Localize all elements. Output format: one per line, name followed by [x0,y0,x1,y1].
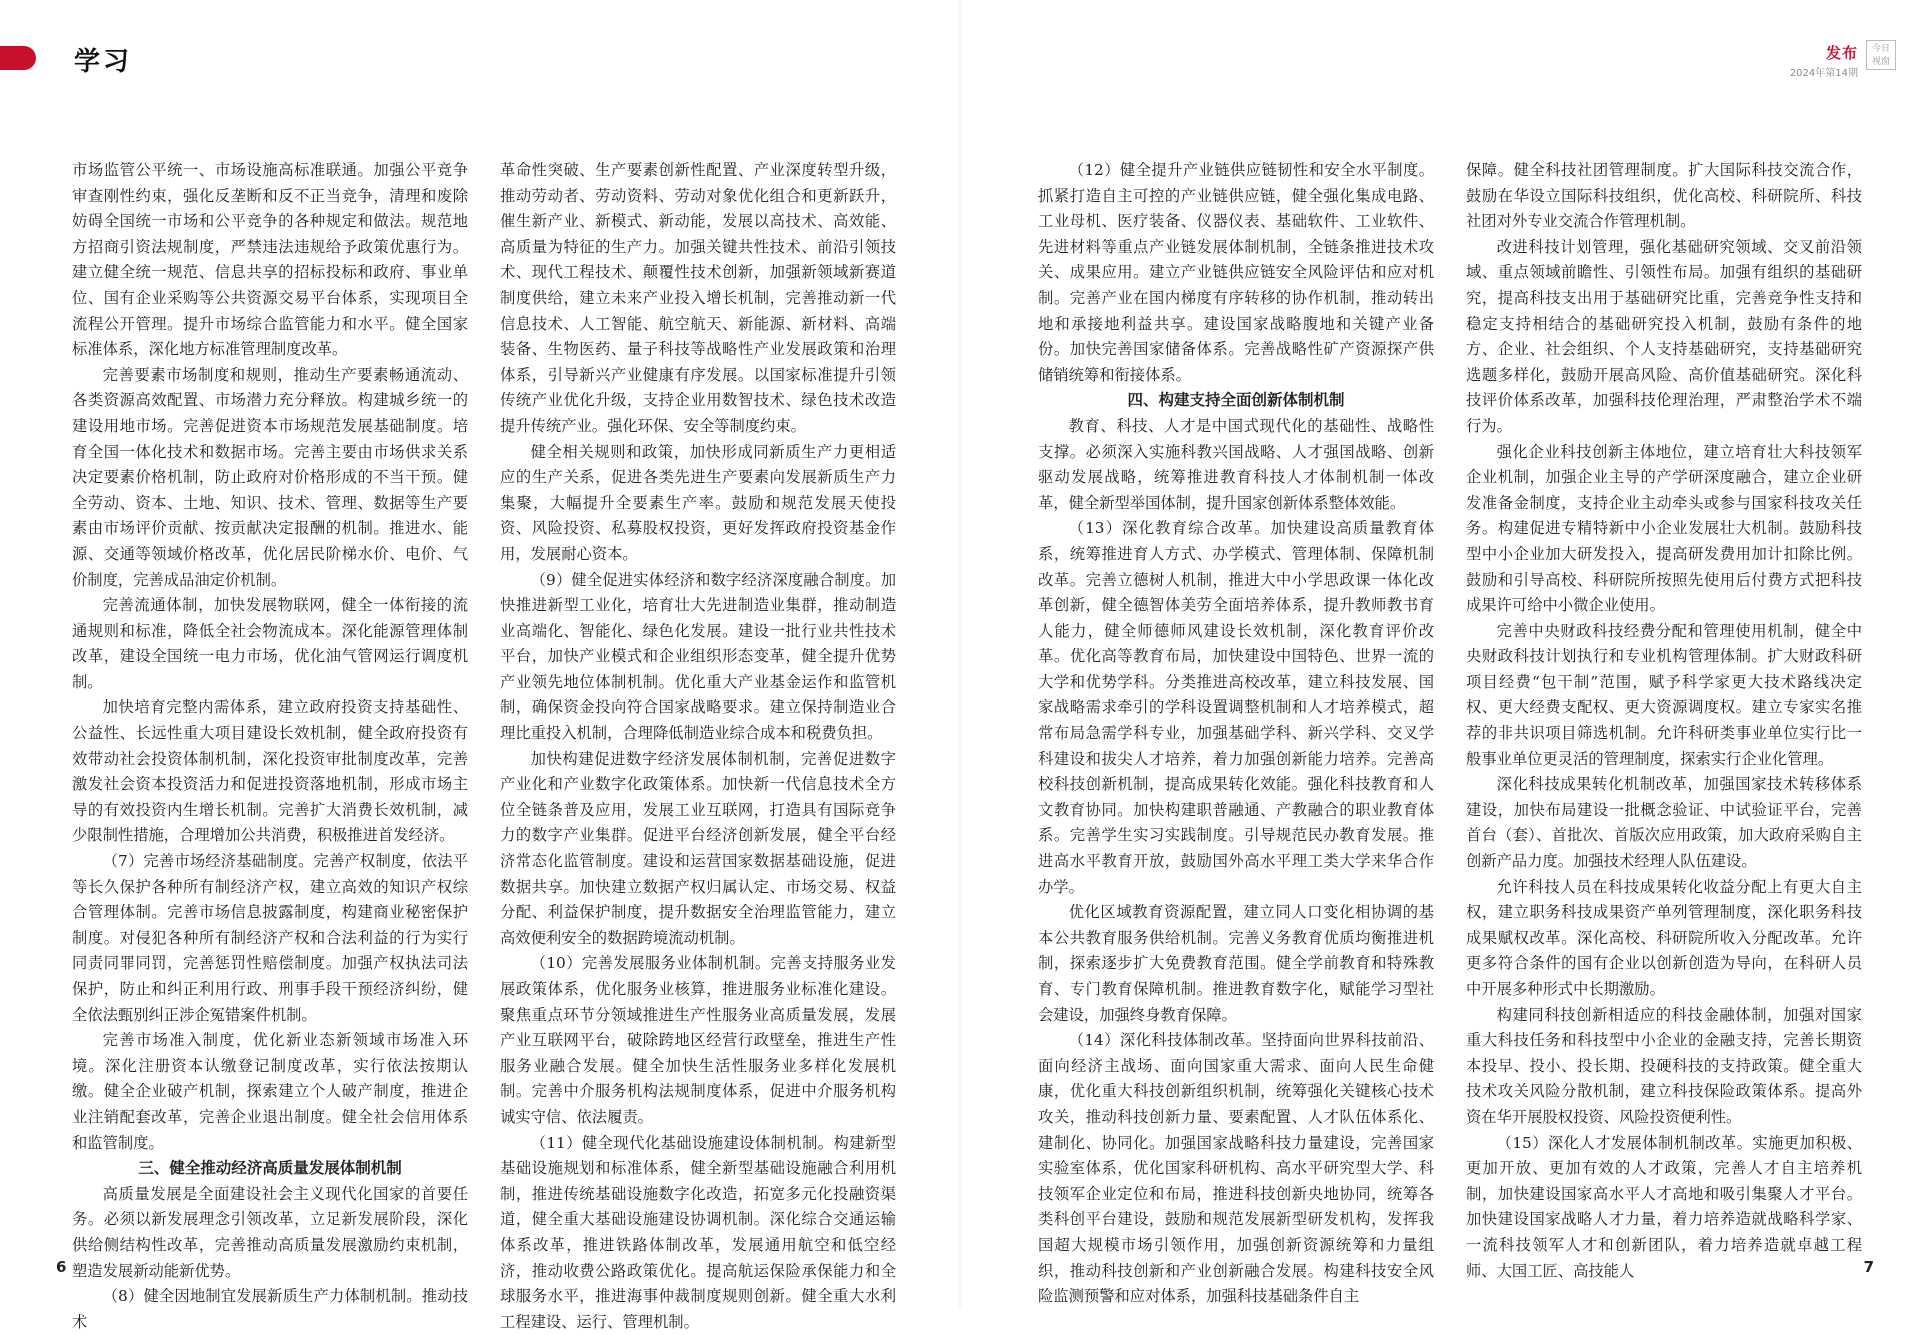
paragraph: 构建同科技创新相适应的科技金融体制，加强对国家重大科技任务和科技型中小企业的金融支持，完善长期资本投早、投小、投长期、投硬科技的支持政策。健全重大技术攻关风险分散机制，建立科技保险政策体系。提高外资在华开展股权投资、风险投资便利性。 [1466,1005,1862,1126]
brand-logo-box: 今日 视窗 [1866,40,1896,70]
paragraph: 强化企业科技创新主体地位，建立培育壮大科技领军企业机制，加强企业主导的产学研深度融合，建立企业研发准备金制度，支持企业主动牵头或参与国家科技攻关任务。构建促进专精特新中小企业发展壮大机制。鼓励科技型中小企业加大研发投入，提高研发费用加计扣除比例。鼓励和引导高校、科研院所按照先使用后付费方式把科技成果许可给中小微企业使用。 [1466,442,1862,615]
section-title: 学习 [74,47,133,77]
paragraph: 保障。健全科技社团管理制度。扩大国际科技交流合作，鼓励在华设立国际科技组织，优化高校、科研院所、科技社团对外专业交流合作管理机制。 [1466,161,1862,231]
paragraph: （11）健全现代化基础设施建设体制机制。构建新型基础设施规划和标准体系，健全新型基础设施融合利用机制，推进传统基础设施数字化改造，拓宽多元化投融资渠道，健全重大基础设施建设协调机制。深化综合交通运输体系改革，推进铁路体制改革，发展通用航空和低空经济，推动收费公路政策优化。提高航运保险承保能力和全球服务水平，推进海事仲裁制度规则创新。健全重大水利工程建设、运行、管理机制。 [500,1133,896,1331]
paragraph: 高质量发展是全面建设社会主义现代化国家的首要任务。必须以新发展理念引领改革，立足新发展阶段，深化供给侧结构性改革，完善推动高质量发展激励约束机制，塑造发展新动能新优势。 [72,1184,468,1280]
paragraph: 优化区域教育资源配置，建立同人口变化相协调的基本公共教育服务供给机制。完善义务教育优质均衡推进机制，探索逐步扩大免费教育范围。健全学前教育和特殊教育、专门教育保障机制。推进教育数字化，赋能学习型社会建设，加强终身教育保障。 [1038,903,1434,1024]
paragraph: （8）健全因地制宜发展新质生产力体制机制。推动技术 [72,1287,468,1331]
text-column-4 [1466,158,1862,1280]
paragraph: 市场监管公平统一、市场设施高标准联通。加强公平竞争审查刚性约束，强化反垄断和反不正当竞争，清理和废除妨碍全国统一市场和公平竞争的各种规定和做法。规范地方招商引资法规制度，严禁违法违规给予政策优惠行为。建立健全统一规范、信息共享的招标投标和政府、事业单位、国有企业采购等公共资源交易平台体系，实现项目全流程公开管理。提升市场综合监管能力和水平。健全国家标准体系，深化地方标准管理制度改革。 [72,161,468,359]
masthead [1790,42,1858,79]
section-heading: 三、健全推动经济高质量发展体制机制 [138,1159,402,1178]
paragraph: 完善市场准入制度，优化新业态新领域市场准入环境。深化注册资本认缴登记制度改革，实行依法按期认缴。健全企业破产机制，探索建立个人破产制度，推进企业注销配套改革，完善企业退出制度。健全社会信用体系和监管制度。 [72,1031,468,1152]
paragraph: （13）深化教育综合改革。加快建设高质量教育体系，统筹推进育人方式、办学模式、管理体制、保障机制改革。完善立德树人机制，推进大中小学思政课一体化改革创新，健全德智体美劳全面培养体系，提升教师教书育人能力，健全师德师风建设长效机制，深化教育评价改革。优化高等教育布局，加快建设中国特色、世界一流的大学和优势学科。分类推进高校改革，建立科技发展、国家战略需求牵引的学科设置调整机制和人才培养模式，超常布局急需学科专业，加强基础学科、新兴学科、交叉学科建设和拔尖人才培养，着力加强创新能力培养。完善高校科技创新机制，提高成果转化效能。强化科技教育和人文教育协同。加快构建职普融通、产教融合的职业教育体系。完善学生实习实践制度。引导规范民办教育发展。推进高水平教育开放，鼓励国外高水平理工类大学来华合作办学。 [1038,519,1434,896]
text-column-2 [500,158,896,1331]
paragraph: （7）完善市场经济基础制度。完善产权制度，依法平等长久保护各种所有制经济产权，建立高效的知识产权综合管理体制。完善市场信息披露制度，构建商业秘密保护制度。对侵犯各种所有制经济产权和合法利益的行为实行同责同罪同罚，完善惩罚性赔偿制度。加强产权执法司法保护，防止和纠正利用行政、刑事手段干预经济纠纷，健全依法甄别纠正涉企冤错案件机制。 [72,852,468,1024]
paragraph: 教育、科技、人才是中国式现代化的基础性、战略性支撑。必须深入实施科教兴国战略、人才强国战略、创新驱动发展战略，统筹推进教育科技人才体制机制一体改革，健全新型举国体制，提升国家创新体系整体效能。 [1038,416,1434,512]
paragraph: （9）健全促进实体经济和数字经济深度融合制度。加快推进新型工业化，培育壮大先进制造业集群，推动制造业高端化、智能化、绿色化发展。建设一批行业共性技术平台，加快产业模式和企业组织形态变革，健全提升优势产业领先地位体制机制。优化重大产业基金运作和监管机制，确保资金投向符合国家战略要求。建立保持制造业合理比重投入机制，合理降低制造业综合成本和税费负担。 [500,570,896,743]
text-column-1 [72,158,468,1331]
paragraph: 完善要素市场制度和规则，推动生产要素畅通流动、各类资源高效配置、市场潜力充分释放。构建城乡统一的建设用地市场。完善促进资本市场规范发展基础制度。培育全国一体化技术和数据市场。完善主要由市场供求关系决定要素价格机制，防止政府对价格形成的不当干预。健全劳动、资本、土地、知识、技术、管理、数据等生产要素由市场评价贡献、按贡献决定报酬的机制。推进水、能源、交通等领域价格改革，优化居民阶梯水价、电价、气价制度，完善成品油定价机制。 [72,365,468,589]
paragraph: （14）深化科技体制改革。坚持面向世界科技前沿、面向经济主战场、面向国家重大需求、面向人民生命健康，优化重大科技创新组织机制，统筹强化关键核心技术攻关，推动科技创新力量、要素配置、人才队伍体系化、建制化、协同化。加强国家战略科技力量建设，完善国家实验室体系，优化国家科研机构、高水平研究型大学、科技领军企业定位和布局，推进科技创新央地协同，统筹各类科创平台建设，鼓励和规范发展新型研发机构，发挥我国超大规模市场引领作用，加强创新资源统筹和力量组织，推动科技创新和产业创新融合发展。构建科技安全风险监测预警和应对体系，加强科技基础条件自主 [1038,1031,1434,1306]
paragraph: 健全相关规则和政策，加快形成同新质生产力更相适应的生产关系，促进各类先进生产要素向发展新质生产力集聚，大幅提升全要素生产率。鼓励和规范发展天使投资、风险投资、私募股权投资，更好发挥政府投资基金作用，发展耐心资本。 [500,442,896,563]
page-number-left: 6 [56,1258,67,1276]
paragraph: 完善中央财政科技经费分配和管理使用机制，健全中央财政科技计划执行和专业机构管理体制。扩大财政科研项目经费“包干制”范围，赋予科学家更大技术路线决定权、更大经费支配权、更大资源调度权。建立专家实名推荐的非共识项目筛选机制。允许科研类事业单位实行比一般事业单位更灵活的管理制度，探索实行企业化管理。 [1466,621,1862,768]
paragraph: 加快构建促进数字经济发展体制机制，完善促进数字产业化和产业数字化政策体系。加快新一代信息技术全方位全链条普及应用，发展工业互联网，打造具有国际竞争力的数字产业集群。促进平台经济创新发展，健全平台经济常态化监管制度。建设和运营国家数据基础设施，促进数据共享。加快建立数据产权归属认定、市场交易、权益分配、利益保护制度，提升数据安全治理监管能力，建立高效便利安全的数据跨境流动机制。 [500,749,896,947]
paragraph: （10）完善发展服务业体制机制。完善支持服务业发展政策体系，优化服务业核算，推进服务业标准化建设。聚焦重点环节分领域推进生产性服务业高质量发展，发展产业互联网平台，破除跨地区经营行政壁垒，推进生产性服务业融合发展。健全加快生活性服务业多样化发展机制。完善中介服务机构法规制度体系，促进中介服务机构诚实守信、依法履责。 [500,954,896,1126]
paragraph: 完善流通体制，加快发展物联网，健全一体衔接的流通规则和标准，降低全社会物流成本。深化能源管理体制改革，建设全国统一电力市场，优化油气管网运行调度机制。 [72,596,468,691]
issue-label: 2024年第14期 [1789,68,1858,79]
paragraph: 革命性突破、生产要素创新性配置、产业深度转型升级，推动劳动者、劳动资料、劳动对象优化组合和更新跃升，催生新产业、新模式、新动能，发展以高技术、高效能、高质量为特征的生产力。加强关键共性技术、前沿引领技术、现代工程技术、颠覆性技术创新，加强新领域新赛道制度供给，建立未来产业投入增长机制，完善推动新一代信息技术、人工智能、航空航天、新能源、新材料、高端装备、生物医药、量子科技等战略性产业发展政策和治理体系，引导新兴产业健康有序发展。以国家标准提升引领传统产业优化升级，支持企业用数智技术、绿色技术改造提升传统产业。强化环保、安全等制度约束。 [500,161,896,435]
paragraph: （15）深化人才发展体制机制改革。实施更加积极、更加开放、更加有效的人才政策，完善人才自主培养机制，加快建设国家高水平人才高地和吸引集聚人才平台。加快建设国家战略人才力量，着力培养造就战略科学家、一流科技领军人才和创新团队，着力培养造就卓越工程师、大国工匠、高技能人 [1466,1133,1862,1280]
paragraph: 允许科技人员在科技成果转化收益分配上有更大自主权，建立职务科技成果资产单列管理制度，深化职务科技成果赋权改革。深化高校、科研院所收入分配改革。允许更多符合条件的国有企业以创新创造为导向，在科研人员中开展多种形式中长期激励。 [1466,877,1862,998]
section-marker-bar [0,46,36,70]
paragraph: 加快培育完整内需体系，建立政府投资支持基础性、公益性、长远性重大项目建设长效机制，健全政府投资有效带动社会投资体制机制，深化投资审批制度改革，完善激发社会资本投资活力和促进投资落地机制，形成市场主导的有效投资内生增长机制。完善扩大消费长效机制，减少限制性措施，合理增加公共消费，积极推进首发经济。 [72,698,468,845]
brand-name: 发布 [1825,44,1858,62]
paragraph: 深化科技成果转化机制改革，加强国家技术转移体系建设，加快布局建设一批概念验证、中试验证平台，完善首台（套）、首批次、首版次应用政策，加大政府采购自主创新产品力度。加强技术经理人队伍建设。 [1466,775,1862,871]
paragraph: （12）健全提升产业链供应链韧性和安全水平制度。抓紧打造自主可控的产业链供应链，健全强化集成电路、工业母机、医疗装备、仪器仪表、基础软件、工业软件、先进材料等重点产业链发展体制机制，全链条推进技术攻关、成果应用。建立产业链供应链安全风险评估和应对机制。完善产业在国内梯度有序转移的协作机制，推动转出地和承接地利益共享。建设国家战略腹地和关键产业备份。加快完善国家储备体系。完善战略性矿产资源探产供储销统筹和衔接体系。 [1038,161,1434,384]
text-column-3 [1038,158,1434,1306]
page-gutter [958,0,962,1307]
paragraph: 改进科技计划管理，强化基础研究领域、交叉前沿领域、重点领域前瞻性、引领性布局。加强有组织的基础研究，提高科技支出用于基础研究比重，完善竞争性支持和稳定支持相结合的基础研究投入机制，鼓励有条件的地方、企业、社会组织、个人支持基础研究，支持基础研究选题多样化，鼓励开展高风险、高价值基础研究。深化科技评价体系改革，加强科技伦理治理，严肃整治学术不端行为。 [1466,237,1862,435]
section-heading: 四、构建支持全面创新体制机制 [1127,391,1345,410]
page-number-right: 7 [1863,1258,1874,1276]
